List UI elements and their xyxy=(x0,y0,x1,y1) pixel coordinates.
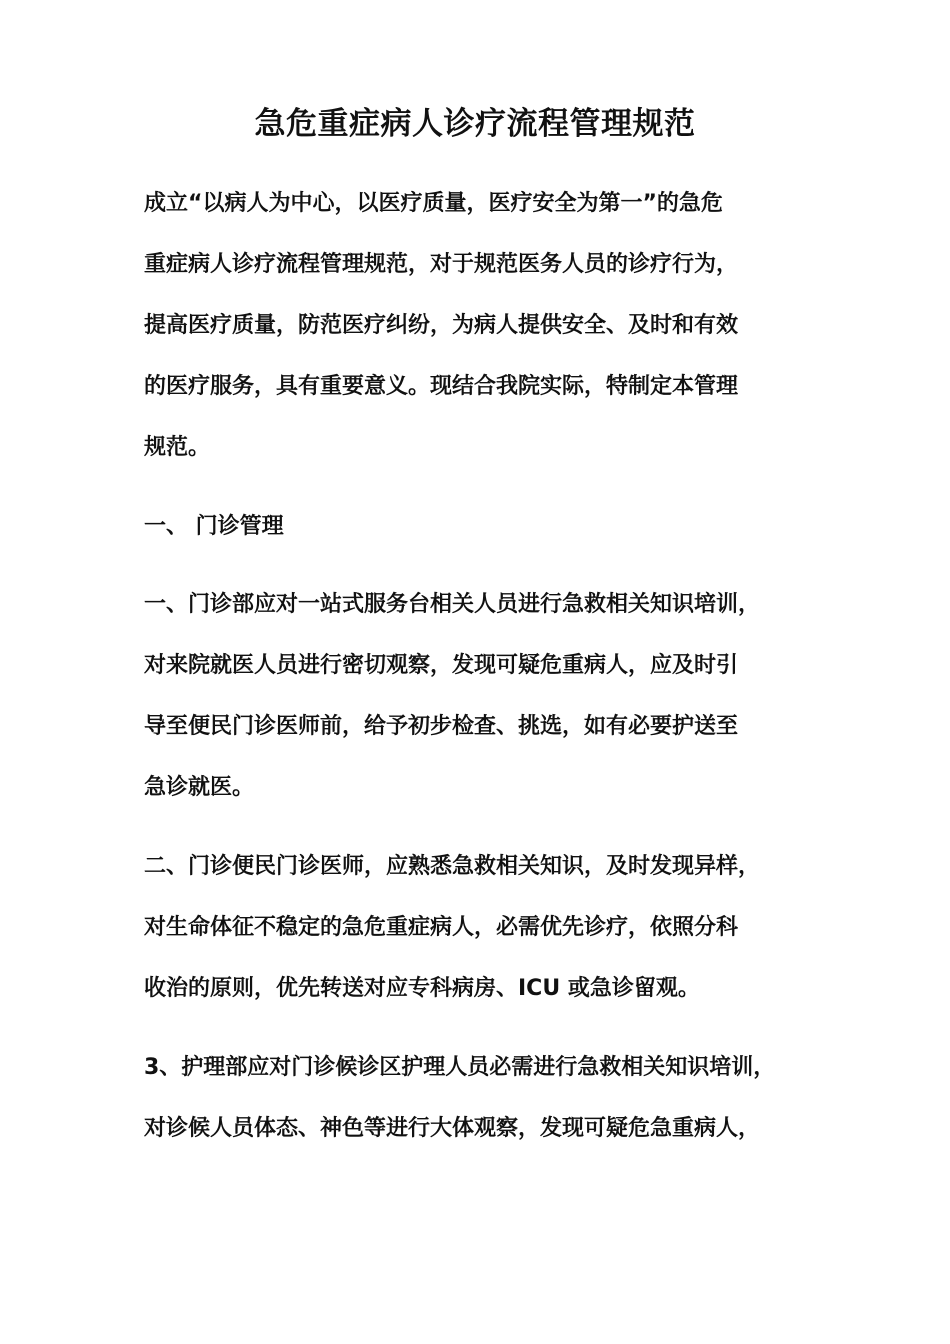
intro-line-3: 提高医疗质量，防范医疗纠纷，为病人提供安全、及时和有效 xyxy=(144,313,739,338)
intro-line-2: 重症病人诊疗流程管理规范，对于规范医务人员的诊疗行为， xyxy=(144,252,739,277)
item3-line-2: 对诊候人员体态、神色等进行大体观察，发现可疑危急重病人， xyxy=(144,1116,761,1141)
item1-line-2: 对来院就医人员进行密切观察，发现可疑危重病人，应及时引 xyxy=(144,653,739,678)
item2-line-1: 二、门诊便民门诊医师，应熟悉急救相关知识，及时发现异样， xyxy=(144,854,761,879)
item1-line-3: 导至便民门诊医师前，给予初步检查、挑选，如有必要护送至 xyxy=(144,714,739,739)
item1-line-1: 一、门诊部应对一站式服务台相关人员进行急救相关知识培训， xyxy=(144,592,761,617)
intro-line-4: 的医疗服务，具有重要意义。现结合我院实际，特制定本管理 xyxy=(144,374,739,399)
document-title: 急危重症病人诊疗流程管理规范 xyxy=(254,106,696,142)
item2-line-3: 收治的原则，优先转送对应专科病房、ICU 或急诊留观。 xyxy=(144,976,700,1001)
intro-line-1: 成立“以病人为中心，以医疗质量，医疗安全为第一”的急危 xyxy=(144,191,723,216)
item1-line-4: 急诊就医。 xyxy=(144,775,255,800)
intro-line-5: 规范。 xyxy=(144,435,211,460)
section-heading: 一、 门诊管理 xyxy=(144,514,284,539)
item3-line-1: 3、护理部应对门诊候诊区护理人员必需进行急救相关知识培训， xyxy=(144,1055,776,1080)
item2-line-2: 对生命体征不稳定的急危重症病人，必需优先诊疗，依照分科 xyxy=(144,915,739,940)
